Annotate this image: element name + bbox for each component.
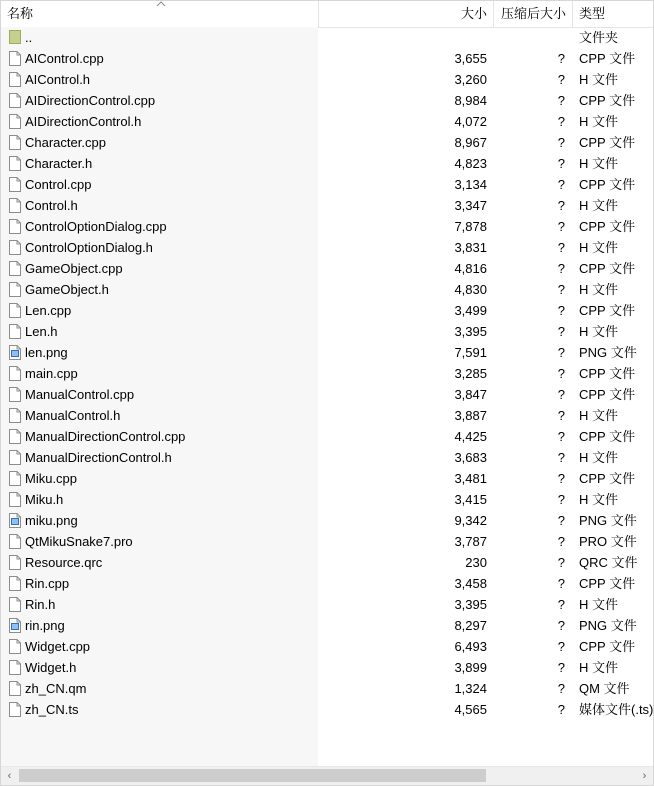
file-size: 3,787 bbox=[454, 534, 487, 549]
file-name: Rin.h bbox=[25, 597, 56, 612]
document-icon bbox=[9, 450, 21, 465]
file-name: AIDirectionControl.cpp bbox=[25, 93, 156, 108]
document-icon bbox=[9, 660, 21, 675]
file-size: 7,591 bbox=[454, 345, 487, 360]
list-item[interactable] bbox=[1, 90, 653, 111]
file-type: PNG 文件 bbox=[579, 345, 637, 360]
parent-folder-type: 文件夹 bbox=[579, 30, 619, 45]
column-size-header[interactable] bbox=[319, 1, 493, 27]
file-compressed-size: ? bbox=[557, 513, 565, 528]
list-item[interactable] bbox=[1, 573, 653, 594]
file-size: 3,395 bbox=[454, 597, 487, 612]
file-type: PRO 文件 bbox=[579, 534, 637, 549]
file-name: QtMikuSnake7.pro bbox=[25, 534, 133, 549]
file-name: ManualControl.cpp bbox=[25, 387, 135, 402]
list-item[interactable] bbox=[1, 279, 653, 300]
document-icon bbox=[9, 282, 21, 297]
file-type: H 文件 bbox=[579, 72, 619, 87]
document-icon bbox=[9, 408, 21, 423]
list-item[interactable] bbox=[1, 132, 653, 153]
list-item[interactable] bbox=[1, 195, 653, 216]
document-icon bbox=[9, 261, 21, 276]
list-item[interactable] bbox=[1, 447, 653, 468]
list-item[interactable] bbox=[1, 48, 653, 69]
file-name: GameObject.h bbox=[25, 282, 109, 297]
file-type: CPP 文件 bbox=[579, 429, 636, 444]
file-type: H 文件 bbox=[579, 492, 619, 507]
file-name: Control.h bbox=[25, 198, 78, 213]
file-size: 1,324 bbox=[454, 681, 487, 696]
file-compressed-size: ? bbox=[557, 345, 565, 360]
file-size: 3,831 bbox=[454, 240, 487, 255]
file-size: 230 bbox=[465, 555, 487, 570]
file-compressed-size: ? bbox=[557, 366, 565, 381]
file-size: 3,655 bbox=[454, 51, 487, 66]
file-compressed-size: ? bbox=[557, 534, 565, 549]
file-compressed-size: ? bbox=[557, 240, 565, 255]
document-icon bbox=[9, 366, 21, 381]
file-type: CPP 文件 bbox=[579, 177, 636, 192]
list-item[interactable] bbox=[1, 111, 653, 132]
file-type: CPP 文件 bbox=[579, 639, 636, 654]
document-icon bbox=[9, 555, 21, 570]
document-icon bbox=[9, 492, 21, 507]
file-name: len.png bbox=[25, 345, 68, 360]
file-size: 3,395 bbox=[454, 324, 487, 339]
file-name: zh_CN.qm bbox=[25, 681, 87, 696]
list-item[interactable] bbox=[1, 69, 653, 90]
document-icon bbox=[9, 240, 21, 255]
file-type: H 文件 bbox=[579, 324, 619, 339]
list-item[interactable] bbox=[1, 426, 653, 447]
file-type: H 文件 bbox=[579, 450, 619, 465]
file-type: H 文件 bbox=[579, 240, 619, 255]
file-type: H 文件 bbox=[579, 198, 619, 213]
list-item[interactable] bbox=[1, 552, 653, 573]
file-compressed-size: ? bbox=[557, 618, 565, 633]
document-icon bbox=[9, 597, 21, 612]
file-name: Miku.h bbox=[25, 492, 64, 507]
file-type: H 文件 bbox=[579, 408, 619, 423]
file-name: Resource.qrc bbox=[25, 555, 103, 570]
file-size: 4,823 bbox=[454, 156, 487, 171]
column-header bbox=[1, 1, 653, 28]
document-icon bbox=[9, 303, 21, 318]
list-item[interactable] bbox=[1, 384, 653, 405]
file-type: H 文件 bbox=[579, 660, 619, 675]
file-compressed-size: ? bbox=[557, 51, 565, 66]
file-name: ControlOptionDialog.cpp bbox=[25, 219, 167, 234]
sort-ascending-icon bbox=[155, 0, 167, 8]
list-item[interactable] bbox=[1, 489, 653, 510]
file-name: ManualControl.h bbox=[25, 408, 121, 423]
file-compressed-size: ? bbox=[557, 429, 565, 444]
image-file-icon bbox=[9, 618, 21, 633]
file-name: Character.cpp bbox=[25, 135, 106, 150]
list-item[interactable] bbox=[1, 510, 653, 531]
file-size: 9,342 bbox=[454, 513, 487, 528]
image-file-icon bbox=[9, 345, 21, 360]
list-item[interactable] bbox=[1, 363, 653, 384]
file-compressed-size: ? bbox=[557, 156, 565, 171]
scroll-right-icon[interactable]: › bbox=[642, 770, 647, 782]
file-name: Widget.h bbox=[25, 660, 77, 675]
list-item[interactable] bbox=[1, 405, 653, 426]
document-icon bbox=[9, 576, 21, 591]
list-item[interactable] bbox=[1, 174, 653, 195]
file-size: 3,260 bbox=[454, 72, 487, 87]
file-compressed-size: ? bbox=[557, 282, 565, 297]
file-compressed-size: ? bbox=[557, 576, 565, 591]
list-item[interactable] bbox=[1, 531, 653, 552]
document-icon bbox=[9, 156, 21, 171]
document-icon bbox=[9, 324, 21, 339]
document-icon bbox=[9, 177, 21, 192]
file-name: Character.h bbox=[25, 156, 93, 171]
file-compressed-size: ? bbox=[557, 387, 565, 402]
column-type-label: 类型 bbox=[579, 6, 606, 21]
file-type: H 文件 bbox=[579, 282, 619, 297]
file-size: 7,878 bbox=[454, 219, 487, 234]
document-icon bbox=[9, 639, 21, 654]
file-name: GameObject.cpp bbox=[25, 261, 123, 276]
file-type: QRC 文件 bbox=[579, 555, 638, 570]
file-compressed-size: ? bbox=[557, 702, 565, 717]
list-item[interactable] bbox=[1, 699, 653, 720]
document-icon bbox=[9, 429, 21, 444]
list-item[interactable] bbox=[1, 342, 653, 363]
document-icon bbox=[9, 114, 21, 129]
file-name: Len.cpp bbox=[25, 303, 72, 318]
file-type: CPP 文件 bbox=[579, 219, 636, 234]
document-icon bbox=[9, 135, 21, 150]
scrollbar-thumb[interactable] bbox=[19, 769, 486, 782]
file-type: CPP 文件 bbox=[579, 471, 636, 486]
file-name: rin.png bbox=[25, 618, 65, 633]
image-file-icon bbox=[9, 513, 21, 528]
document-icon bbox=[9, 702, 21, 717]
file-size: 3,347 bbox=[454, 198, 487, 213]
scroll-left-icon[interactable]: ‹ bbox=[7, 770, 12, 782]
file-type: CPP 文件 bbox=[579, 303, 636, 318]
file-type: QM 文件 bbox=[579, 681, 630, 696]
file-compressed-size: ? bbox=[557, 639, 565, 654]
document-icon bbox=[9, 72, 21, 87]
file-compressed-size: ? bbox=[557, 93, 565, 108]
file-name: ManualDirectionControl.cpp bbox=[25, 429, 186, 444]
list-item[interactable] bbox=[1, 237, 653, 258]
file-size: 3,683 bbox=[454, 450, 487, 465]
file-name: zh_CN.ts bbox=[25, 702, 79, 717]
file-compressed-size: ? bbox=[557, 219, 565, 234]
file-size: 4,072 bbox=[454, 114, 487, 129]
file-size: 8,297 bbox=[454, 618, 487, 633]
file-type: H 文件 bbox=[579, 597, 619, 612]
file-compressed-size: ? bbox=[557, 177, 565, 192]
file-size: 3,415 bbox=[454, 492, 487, 507]
file-size: 3,134 bbox=[454, 177, 487, 192]
file-size: 4,830 bbox=[454, 282, 487, 297]
file-compressed-size: ? bbox=[557, 303, 565, 318]
file-name: miku.png bbox=[25, 513, 78, 528]
document-icon bbox=[9, 219, 21, 234]
file-size: 4,816 bbox=[454, 261, 487, 276]
file-compressed-size: ? bbox=[557, 450, 565, 465]
list-item[interactable] bbox=[1, 594, 653, 615]
file-size: 3,458 bbox=[454, 576, 487, 591]
file-name: Widget.cpp bbox=[25, 639, 91, 654]
list-item[interactable] bbox=[1, 321, 653, 342]
parent-folder-name: .. bbox=[25, 30, 33, 45]
list-item-parent-folder[interactable] bbox=[1, 27, 653, 48]
file-size: 8,984 bbox=[454, 93, 487, 108]
document-icon bbox=[9, 681, 21, 696]
file-compressed-size: ? bbox=[557, 597, 565, 612]
column-type-header[interactable] bbox=[573, 1, 653, 27]
file-compressed-size: ? bbox=[557, 135, 565, 150]
file-name: AIControl.h bbox=[25, 72, 91, 87]
file-name: main.cpp bbox=[25, 366, 78, 381]
document-icon bbox=[9, 93, 21, 108]
document-icon bbox=[9, 198, 21, 213]
folder-up-icon bbox=[9, 30, 21, 44]
file-name: Len.h bbox=[25, 324, 58, 339]
file-name: Rin.cpp bbox=[25, 576, 70, 591]
file-size: 8,967 bbox=[454, 135, 487, 150]
file-size: 3,481 bbox=[454, 471, 487, 486]
list-item[interactable] bbox=[1, 216, 653, 237]
column-compressed-label: 压缩后大小 bbox=[500, 6, 566, 21]
file-compressed-size: ? bbox=[557, 681, 565, 696]
column-compressed-header[interactable] bbox=[494, 1, 572, 27]
file-compressed-size: ? bbox=[557, 261, 565, 276]
list-item[interactable] bbox=[1, 615, 653, 636]
file-size: 4,565 bbox=[454, 702, 487, 717]
list-item[interactable] bbox=[1, 300, 653, 321]
file-type: PNG 文件 bbox=[579, 513, 637, 528]
file-type: CPP 文件 bbox=[579, 387, 636, 402]
file-type: PNG 文件 bbox=[579, 618, 637, 633]
file-compressed-size: ? bbox=[557, 114, 565, 129]
file-compressed-size: ? bbox=[557, 555, 565, 570]
file-compressed-size: ? bbox=[557, 492, 565, 507]
file-type: CPP 文件 bbox=[579, 366, 636, 381]
file-type: 媒体文件(.ts) bbox=[579, 702, 654, 717]
document-icon bbox=[9, 51, 21, 66]
file-name: AIControl.cpp bbox=[25, 51, 104, 66]
list-item[interactable] bbox=[1, 468, 653, 489]
list-item[interactable] bbox=[1, 153, 653, 174]
file-size: 3,285 bbox=[454, 366, 487, 381]
file-type: CPP 文件 bbox=[579, 576, 636, 591]
file-list[interactable] bbox=[1, 27, 653, 767]
file-compressed-size: ? bbox=[557, 324, 565, 339]
file-compressed-size: ? bbox=[557, 408, 565, 423]
file-compressed-size: ? bbox=[557, 72, 565, 87]
file-size: 3,499 bbox=[454, 303, 487, 318]
file-name: ControlOptionDialog.h bbox=[25, 240, 153, 255]
file-compressed-size: ? bbox=[557, 198, 565, 213]
column-name-label: 名称 bbox=[7, 6, 34, 21]
file-size: 4,425 bbox=[454, 429, 487, 444]
file-type: CPP 文件 bbox=[579, 51, 636, 66]
horizontal-scrollbar[interactable] bbox=[1, 766, 653, 785]
file-size: 3,887 bbox=[454, 408, 487, 423]
file-type: CPP 文件 bbox=[579, 135, 636, 150]
file-compressed-size: ? bbox=[557, 660, 565, 675]
file-size: 3,847 bbox=[454, 387, 487, 402]
list-item[interactable] bbox=[1, 636, 653, 657]
file-type: H 文件 bbox=[579, 156, 619, 171]
file-type: H 文件 bbox=[579, 114, 619, 129]
document-icon bbox=[9, 534, 21, 549]
list-item[interactable] bbox=[1, 258, 653, 279]
document-icon bbox=[9, 471, 21, 486]
file-name: Control.cpp bbox=[25, 177, 92, 192]
file-type: CPP 文件 bbox=[579, 93, 636, 108]
document-icon bbox=[9, 387, 21, 402]
file-compressed-size: ? bbox=[557, 471, 565, 486]
file-name: Miku.cpp bbox=[25, 471, 78, 486]
file-name: ManualDirectionControl.h bbox=[25, 450, 172, 465]
file-size: 3,899 bbox=[454, 660, 487, 675]
file-type: CPP 文件 bbox=[579, 261, 636, 276]
list-item[interactable] bbox=[1, 678, 653, 699]
file-name: AIDirectionControl.h bbox=[25, 114, 142, 129]
list-item[interactable] bbox=[1, 657, 653, 678]
column-size-label: 大小 bbox=[460, 6, 487, 21]
file-size: 6,493 bbox=[454, 639, 487, 654]
